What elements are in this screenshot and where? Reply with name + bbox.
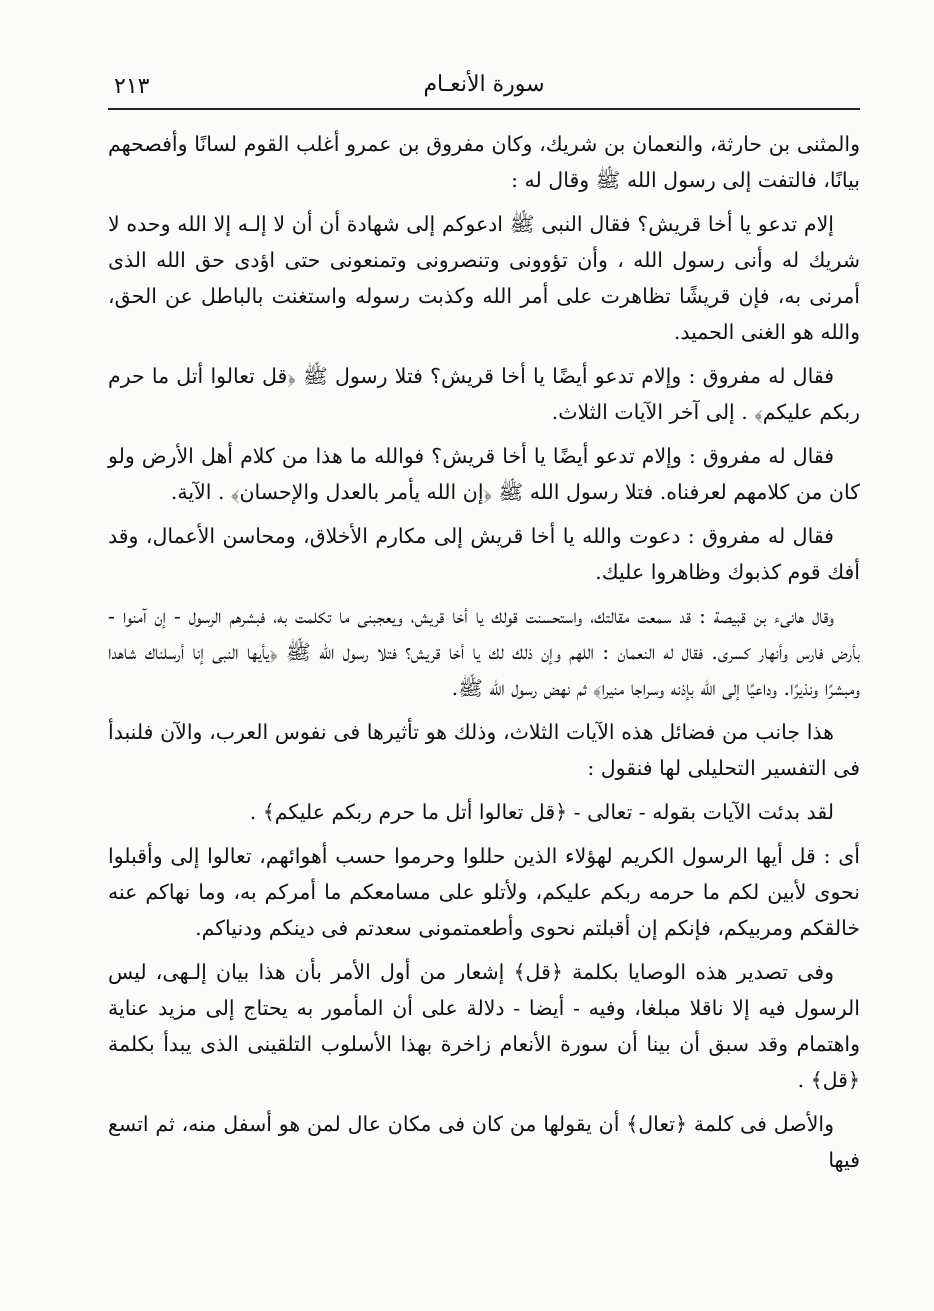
paragraph-10: وفى تصدير هذه الوصايا بكلمة ﴿قل﴾ إشعار من أول الأمر بأن هذا بيان إلـهى، ليس الرسول فيه إلا ناقلا مبلغا، وفيه - أيضا - دلالة على أن المأمور به يحتاج إلى مزيد عناية واهتمام وقد سبق أن بينا أن سورة الأنعام زاخرة بهذا الأسلوب التلقينى الذى يبدأ بكلمة ﴿قل﴾ . — [108, 960, 860, 1092]
paragraph-9: أى : قل أيها الرسول الكريم لهؤلاء الذين حللوا وحرموا حسب أهوائهم، تعالوا إلى وأقبلوا نحوى لأبين لكم ما حرمه ربكم عليكم، ولأتلو على مسامعكم ما أمركم به، وما نهاكم عنه خالقكم ومربيكم، فإنكم إن أقبلتم نحوى وأطعمتمونى سعدتم فى دينكم ودنياكم. — [108, 844, 860, 940]
page-number: ٢١٣ — [114, 74, 150, 99]
paragraph-11: والأصل فى كلمة ﴿تعال﴾ أن يقولها من كان فى مكان عال لمن هو أسفل منه، ثم اتسع فيها — [108, 1112, 860, 1172]
chapter-title: سورة الأنعـام — [423, 72, 545, 97]
page-header — [108, 68, 860, 110]
paragraph-3: فقال له مفروق : وإلام تدعو أيضًا يا أخا قريش؟ فتلا رسول ﷺ ﴿قل تعالوا أتل ما حرم ربكم عليكم﴾ . إلى آخر الآيات الثلاث. — [108, 364, 860, 424]
paragraph-1: والمثنى بن حارثة، والنعمان بن شريك، وكان مفروق بن عمرو أغلب القوم لسانًا وأفصحهم بيانًا، فالتفت إلى رسول الله ﷺ وقال له : — [108, 132, 860, 192]
paragraph-6: وقال هانىء بن قبيصة : قد سمعت مقالتك، واستحسنت قولك يا أخا قريش، ويعجبنى ما تكلمت به، فبشرهم الرسول - إن آمنوا - بأرض فارس وأنهار كسرى. فقال له النعمان : اللهم وإن ذلك لك يا أخا قريش؟ فتلا رسول الله ﷺ ﴿يأيها النبى إنا أرسلناك شاهدا ومبشرًا ونذيرًا. وداعيًا إلى الله بإذنه وسراجا منيرا﴾ ثم نهض رسول الله ﷺ. — [108, 604, 860, 700]
paragraph-2: إلام تدعو يا أخا قريش؟ فقال النبى ﷺ ادعوكم إلى شهادة أن أن لا إلـه إلا الله وحده لا شريك له وأنى رسول الله ، وأن تؤوونى وتنصرونى وتمنعونى حتى اؤدى حق الله الذى أمرنى به، فإن قريشًا تظاهرت على أمر الله وكذبت رسوله واستغنت بالباطل عن الحق، والله هو الغنى الحميد. — [108, 212, 860, 344]
paragraph-7: هذا جانب من فضائل هذه الآيات الثلاث، وذلك هو تأثيرها فى نفوس العرب، والآن فلنبدأ فى التفسير التحليلى لها فنقول : — [108, 720, 860, 780]
paragraph-8: لقد بدئت الآيات بقوله - تعالى - ﴿قل تعالوا أتل ما حرم ربكم عليكم﴾ . — [249, 800, 834, 824]
paragraph-5: فقال له مفروق : دعوت والله يا أخا قريش إلى مكارم الأخلاق، ومحاسن الأعمال، وقد أفك قوم كذبوك وظاهروا عليك. — [108, 524, 860, 584]
paragraph-4: فقال له مفروق : وإلام تدعو أيضًا يا أخا قريش؟ فوالله ما هذا من كلام أهل الأرض ولو كان من كلامهم لعرفناه. فتلا رسول الله ﷺ ﴿إن الله يأمر بالعدل والإحسان﴾ . الآية. — [108, 444, 860, 504]
page-body — [108, 126, 860, 1186]
